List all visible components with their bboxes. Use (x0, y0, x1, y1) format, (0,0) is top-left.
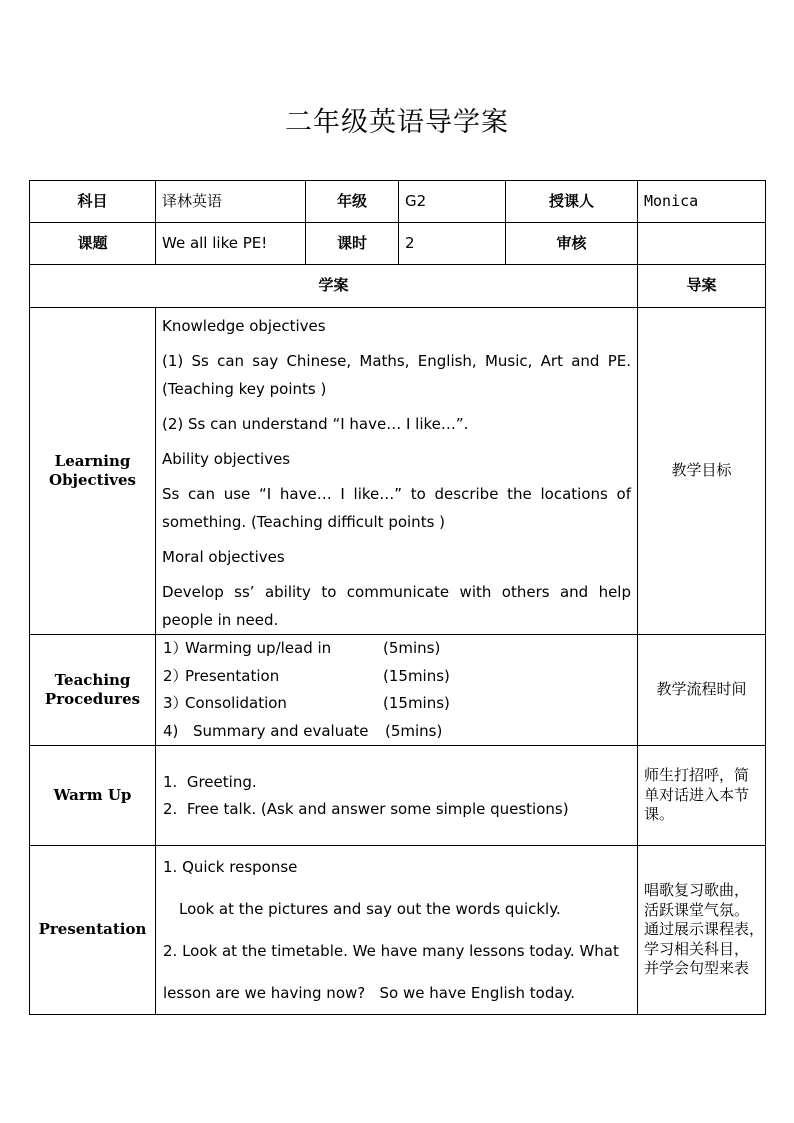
warmup-guide-line: 师生打招呼，简 (644, 766, 750, 785)
presentation-row (30, 846, 766, 1015)
topic-label: 课题 (30, 223, 156, 265)
teacher-value: Monica (638, 181, 766, 223)
procedure-step-number: 2） (163, 666, 188, 685)
knowledge-item-2: (2) Ss can understand “I have… I like…”. (162, 415, 469, 433)
procedures-label-line1: Teaching (54, 670, 131, 689)
grade-value: G2 (399, 181, 506, 223)
procedure-step-time: (15mins) (383, 694, 450, 712)
objectives-label (30, 308, 156, 635)
period-label: 课时 (306, 223, 399, 265)
procedures-guide: 教学流程时间 (638, 635, 766, 746)
presentation-guide (638, 846, 766, 1015)
column-header-row (30, 265, 766, 308)
review-label: 审核 (506, 223, 638, 265)
grade-label: 年级 (306, 181, 399, 223)
warmup-guide-line: 单对话进入本节 (644, 785, 750, 804)
warmup-row (30, 746, 766, 846)
procedure-step-name: Summary and evaluate (193, 721, 369, 740)
procedure-step-number: 3） (163, 694, 188, 712)
presentation-guide-line: 活跃课堂气氛。 (644, 900, 750, 919)
lesson-plan-table (29, 180, 766, 1015)
presentation-guide-line: 并学会句型来表 (644, 959, 750, 978)
knowledge-item-1: (1) Ss can say Chinese, Maths, English, Music, Art and PE. (Teaching key points ) (162, 352, 631, 398)
procedures-label-line2: Procedures (44, 690, 141, 708)
moral-heading: Moral objectives (162, 548, 285, 566)
warmup-item: 1. Greeting. (163, 772, 257, 791)
review-value (638, 223, 766, 265)
teacher-label: 授课人 (506, 181, 638, 223)
objectives-row (30, 308, 766, 635)
period-value: 2 (399, 223, 506, 265)
objectives-guide: 教学目标 (638, 308, 766, 635)
presentation-line: lesson are we having now? So we have English today. (163, 984, 576, 1002)
objectives-content (156, 308, 638, 635)
warmup-guide (638, 746, 766, 846)
document-title: 二年级英语导学案 (285, 107, 509, 138)
guide-column-header: 导案 (638, 265, 766, 308)
procedure-step-time: (15mins) (383, 666, 450, 685)
warmup-content (156, 746, 638, 846)
ability-item-1: Ss can use “I have… I like…” to describe the locations of something. (Teaching difficult points ) (162, 485, 631, 531)
presentation-content (156, 846, 638, 1015)
procedure-step-time: (5mins) (383, 639, 441, 657)
procedure-step (163, 690, 631, 718)
objectives-label-line1: Learning (54, 451, 131, 470)
procedure-step-name: Warming up/lead in (185, 639, 332, 657)
knowledge-heading: Knowledge objectives (162, 317, 326, 335)
procedure-step (163, 663, 631, 691)
procedure-step (163, 718, 631, 746)
presentation-guide-line: 通过展示课程表， (644, 920, 765, 939)
procedure-step (163, 635, 631, 663)
presentation-label: Presentation (30, 846, 156, 1015)
presentation-guide-line: 学习相关科目， (644, 939, 750, 958)
procedures-label (30, 635, 156, 746)
plan-column-header: 学案 (30, 265, 638, 308)
presentation-line: 1. Quick response (163, 858, 298, 876)
warmup-item: 2. Free talk. (Ask and answer some simple questions) (163, 799, 569, 818)
info-row-2 (30, 223, 766, 265)
subject-label: 科目 (30, 181, 156, 223)
moral-item-1: Develop ss’ ability to communicate with others and help people in need. (162, 583, 631, 629)
procedure-step-number: 1） (163, 639, 188, 657)
procedure-step-name: Presentation (185, 666, 280, 685)
presentation-line: 2. Look at the timetable. We have many lessons today. What (163, 942, 619, 960)
info-row-1 (30, 181, 766, 223)
procedures-content (156, 635, 638, 746)
procedure-step-number: 4) (163, 721, 179, 740)
warmup-guide-line: 课。 (644, 805, 675, 824)
procedure-step-time: (5mins) (385, 721, 443, 740)
warmup-label: Warm Up (30, 746, 156, 846)
subject-value: 译林英语 (156, 181, 306, 223)
topic-value: We all like PE! (156, 223, 306, 265)
objectives-label-line2: Objectives (49, 471, 136, 489)
procedure-step-name: Consolidation (185, 694, 287, 712)
presentation-line: Look at the pictures and say out the words quickly. (179, 900, 561, 918)
presentation-guide-line: 唱歌复习歌曲， (644, 881, 750, 900)
ability-heading: Ability objectives (162, 450, 291, 468)
procedures-row (30, 635, 766, 746)
